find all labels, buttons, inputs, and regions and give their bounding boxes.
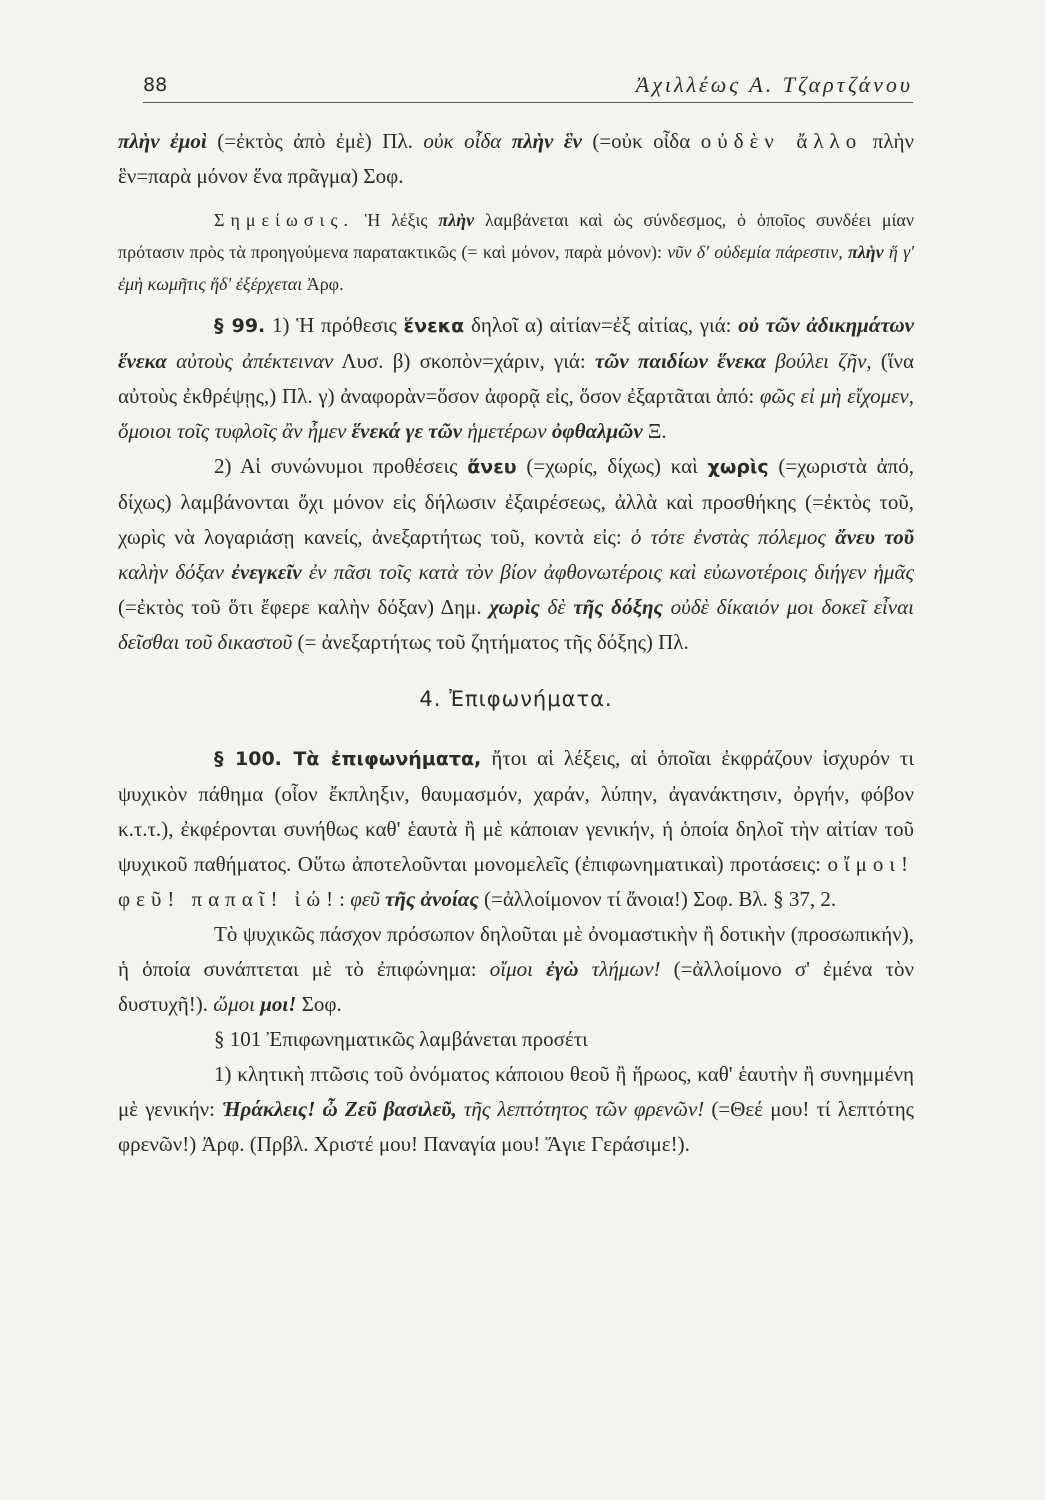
page-header [143,68,913,103]
psychic-person-paragraph: Τὸ ψυχικῶς πάσχον πρόσωπον δηλοῦται μὲ ὀνομαστικὴν ἢ δοτικὴν (προσωπικήν), ἡ ὁποία συνάπτεται μὲ τὸ ἐπιφώνημα: οἴμοι ἐγὼ τλήμων! (=ἀλλοίμονο σ' ἐμένα τὸν δυστυχῆ!). ὤμοι μοι! Σοφ. [118,922,914,1016]
running-head: Ἀχιλλέως Α. Τζαρτζάνου [635,72,913,97]
body-text [118,124,914,1162]
section-99-paragraph-2: 2) Αἱ συνώνυμοι προθέσεις ἄνευ (=χωρίς, δίχως) καὶ χωρὶς (=χωριστὰ ἀπό, δίχως) λαμβάνονται ὄχι μόνον εἰς δήλωσιν ἐξαιρέσεως, ἀλλὰ καὶ προσθήκης (=ἐκτὸς τοῦ, χωρὶς νὰ λογαριάσῃ κανείς, ἀνεξαρτήτως τοῦ, κοντὰ εἰς: ὁ τότε ἐνστὰς πόλεμος ἄνευ τοῦ καλὴν δόξαν ἐνεγκεῖν ἐν πᾶσι τοῖς κατὰ τὸν βίον ἀφθονωτέροις καὶ εὐωνοτέροις διήγεν ἡμᾶς (=ἐκτὸς τοῦ ὅτι ἔφερε καλὴν δόξαν) Δημ. χωρὶς δὲ τῆς δόξης οὐδὲ δίκαιόν μοι δοκεῖ εἶναι δεῖσθαι τοῦ δικαστοῦ (= ἀνεξαρτήτως τοῦ ζητήματος τῆς δόξης) Πλ. [118,454,914,654]
section-99-paragraph-1: § 99. 1) Ἡ πρόθεσις ἕνεκα δηλοῖ α) αἰτίαν=ἐξ αἰτίας, γιά: οὐ τῶν ἀδικημάτων ἕνεκα αὐτοὺς ἀπέκτειναν Λυσ. β) σκοπὸν=χάριν, γιά: τῶν παιδίων ἕνεκα βούλει ζῆν, (ἵνα αὐτοὺς ἐκθρέψῃς,) Πλ. γ) ἀναφορὰν=ὅσον ἀφορᾷ εἰς, ὅσον ἐξαρτᾶται ἀπό: φῶς εἰ μὴ εἴχομεν, ὅμοιοι τοῖς τυφλοῖς ἂν ἦμεν ἕνεκά γε τῶν ἡμετέρων ὀφθαλμῶν Ξ. [118,313,915,443]
section-title: 4. Ἐπιφωνήματα. [419,687,613,711]
paragraph-plin: πλὴν ἐμοὶ (=ἐκτὸς ἀπὸ ἐμὲ) Πλ. οὐκ οἶδα πλὴν ἓν (=οὐκ οἶδα οὐδὲν ἄλλο πλὴν ἓν=παρὰ μόνον ἕνα πρᾶγμα) Σοφ. [118,129,914,188]
page-number: 88 [143,74,168,96]
note-paragraph: Σημείωσις. Ἡ λέξις πλὴν λαμβάνεται καὶ ὡς σύνδεσμος, ὁ ὁποῖος συνδέει μίαν πρότασιν πρὸς τὰ προηγούμενα παρατακτικῶς (= καὶ μόνον, παρὰ μόνον): νῦν δ' οὐδεμία πάρεστιν, πλὴν ἥ γ' ἐμὴ κωμῆτις ἥδ' ἐξέρχεται Ἀρφ. [118,210,915,294]
section-100-paragraph: § 100. Τὰ ἐπιφωνήματα, ἤτοι αἱ λέξεις, αἱ ὁποῖαι ἐκφράζουν ἰσχυρόν τι ψυχικὸν πάθημα (οἷον ἔκπληξιν, θαυμασμόν, χαράν, λύπην, ἀγανάκτησιν, ὀργήν, φόβον κ.τ.τ.), ἐκφέρονται συνήθως καθ' ἑαυτὰ ἢ μὲ κάποιαν γενικήν, ἡ ὁποία δηλοῖ τὴν αἰτίαν τοῦ ψυχικοῦ παθήματος. Οὕτω ἀποτελοῦνται μονομελεῖς (ἐπιφωνηματικαὶ) προτάσεις: οἴμοι! φεῦ! παπαῖ! ἰώ!: φεῦ τῆς ἀνοίας (=ἀλλοίμονον τί ἄνοια!) Σοφ. Βλ. § 37, 2. [118,746,914,911]
section-101-item-1: 1) κλητικὴ πτῶσις τοῦ ὀνόματος κάποιου θεοῦ ἢ ἥρωος, καθ' ἑαυτὴν ἢ συνημμένη μὲ γενικήν: Ἡράκλεις! ὦ Ζεῦ βασιλεῦ, τῆς λεπτότητος τῶν φρενῶν! (=Θεέ μου! τί λεπτότης φρενῶν!) Ἀρφ. (Πρβλ. Χριστέ μου! Παναγία μου! Ἅγιε Γεράσιμε!). [118,1062,914,1156]
section-101-heading: § 101 Ἐπιφωνηματικῶς λαμβάνεται προσέτι [214,1027,588,1051]
